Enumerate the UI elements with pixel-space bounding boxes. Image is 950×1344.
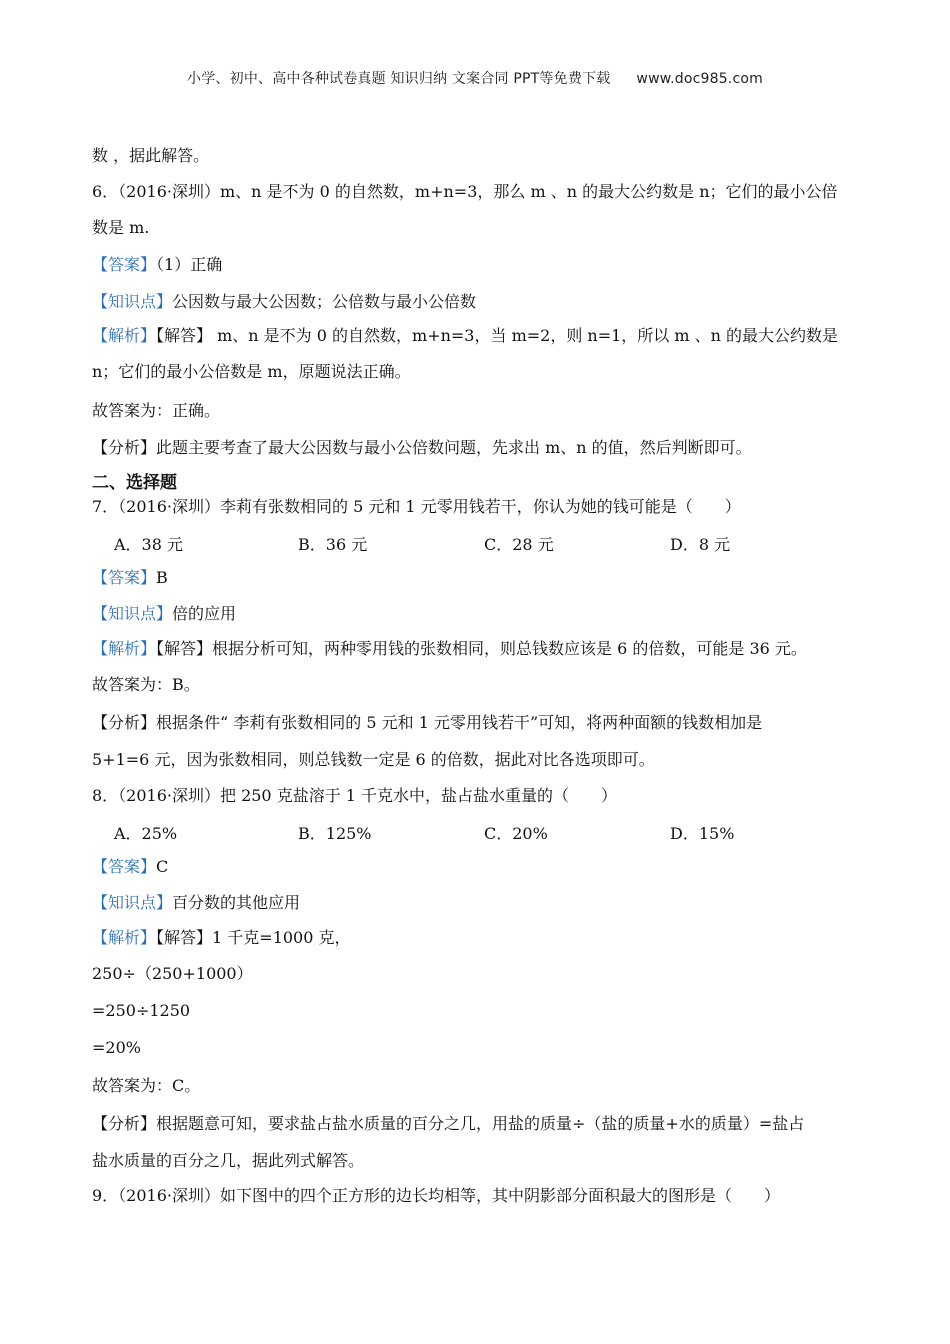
knowledge-tag: 【知识点】: [92, 292, 173, 311]
q8-fenxi-cont: 盐水质量的百分之几，据此列式解答。: [92, 1151, 365, 1170]
analysis-tag: 【解析】: [92, 639, 157, 658]
analysis-text: 【解答】根据分析可知，两种零用钱的张数相同，则总钱数应该是 6 的倍数，可能是 36 元。: [156, 639, 807, 658]
header-text: 小学、初中、高中各种试卷真题 知识归纳 文案合同 PPT等免费下载: [187, 71, 611, 87]
knowledge-tag: 【知识点】: [92, 604, 173, 623]
q7-knowledge: [92, 603, 862, 625]
q7-option-d: D．8 元: [670, 535, 731, 554]
analysis-tag: 【解析】: [92, 928, 157, 947]
fenxi-tag: 【分析】: [92, 438, 157, 457]
q7-option-a: A．38 元: [114, 535, 184, 554]
q8-calc-line: 250÷（250+1000）: [92, 964, 253, 983]
fenxi-text: 根据题意可知，要求盐占盐水质量的百分之几，用盐的质量÷（盐的质量+水的质量）=盐占: [156, 1114, 805, 1133]
q6-answer: [92, 254, 862, 276]
page-header: [0, 68, 950, 88]
q8-option-b: B．125%: [298, 824, 372, 843]
fenxi-tag: 【分析】: [92, 1114, 157, 1133]
fenxi-tag: 【分析】: [92, 713, 157, 732]
header-site[interactable]: www.doc985.com: [636, 71, 763, 87]
analysis-text: 【解答】1 千克=1000 克，: [156, 928, 351, 947]
q8-knowledge: [92, 892, 862, 914]
q8-option-d: D．15%: [670, 824, 735, 843]
answer-tag: 【答案】: [92, 857, 157, 876]
q7-final: 故答案为：B。: [92, 675, 200, 694]
q6-analysis-cont: n；它们的最小公倍数是 m，原题说法正确。: [92, 362, 411, 381]
q8-fenxi: [92, 1113, 862, 1135]
q6-knowledge: [92, 291, 862, 313]
question-6-cont: 数是 m.: [92, 218, 150, 237]
q8-option-c: C．20%: [484, 824, 548, 843]
q7-option-c: C．28 元: [484, 535, 554, 554]
answer-text: （1）正确: [156, 255, 223, 274]
q8-option-a: A．25%: [114, 824, 178, 843]
section-heading: 二、选择题: [92, 473, 177, 493]
q8-final: 故答案为：C。: [92, 1076, 201, 1095]
answer-text: B: [156, 568, 168, 587]
question-6: 6．（2016·深圳）m、n 是不为 0 的自然数，m+n=3，那么 m 、n 的最大公约数是 n；它们的最小公倍: [92, 182, 838, 201]
text-line: 数 ，据此解答。: [92, 146, 210, 165]
fenxi-text: 此题主要考查了最大公因数与最小公倍数问题，先求出 m、n 的值，然后判断即可。: [156, 438, 752, 457]
analysis-tag: 【解析】: [92, 326, 157, 345]
knowledge-text: 倍的应用: [172, 604, 237, 623]
q8-answer: [92, 856, 862, 878]
question-8: 8．（2016·深圳）把 250 克盐溶于 1 千克水中，盐占盐水重量的（ ）: [92, 786, 618, 805]
answer-tag: 【答案】: [92, 255, 157, 274]
q6-final: 故答案为：正确。: [92, 401, 221, 420]
q7-fenxi-cont: 5+1=6 元，因为张数相同，则总钱数一定是 6 的倍数，据此对比各选项即可。: [92, 750, 655, 769]
knowledge-text: 公因数与最大公因数；公倍数与最小公倍数: [172, 292, 477, 311]
fenxi-text: 根据条件“ 李莉有张数相同的 5 元和 1 元零用钱若干”可知，将两种面额的钱数相加是: [156, 713, 763, 732]
question-7: 7．（2016·深圳）李莉有张数相同的 5 元和 1 元零用钱若干，你认为她的钱可能是（ ）: [92, 497, 741, 516]
q8-analysis: [92, 927, 862, 949]
q7-option-b: B．36 元: [298, 535, 368, 554]
q7-fenxi: [92, 712, 862, 734]
q8-calc-line: =20%: [92, 1038, 141, 1057]
q6-fenxi: [92, 437, 862, 459]
answer-text: C: [156, 857, 169, 876]
q8-calc-line: =250÷1250: [92, 1001, 191, 1020]
knowledge-text: 百分数的其他应用: [172, 893, 301, 912]
q7-analysis: [92, 638, 862, 660]
analysis-text: 【解答】 m、n 是不为 0 的自然数，m+n=3，当 m=2，则 n=1，所以 m 、n 的最大公约数是: [156, 326, 839, 345]
q6-analysis: [92, 325, 862, 347]
q7-answer: [92, 567, 862, 589]
answer-tag: 【答案】: [92, 568, 157, 587]
knowledge-tag: 【知识点】: [92, 893, 173, 912]
question-9: 9．（2016·深圳）如下图中的四个正方形的边长均相等，其中阴影部分面积最大的图形是（ ）: [92, 1186, 780, 1205]
